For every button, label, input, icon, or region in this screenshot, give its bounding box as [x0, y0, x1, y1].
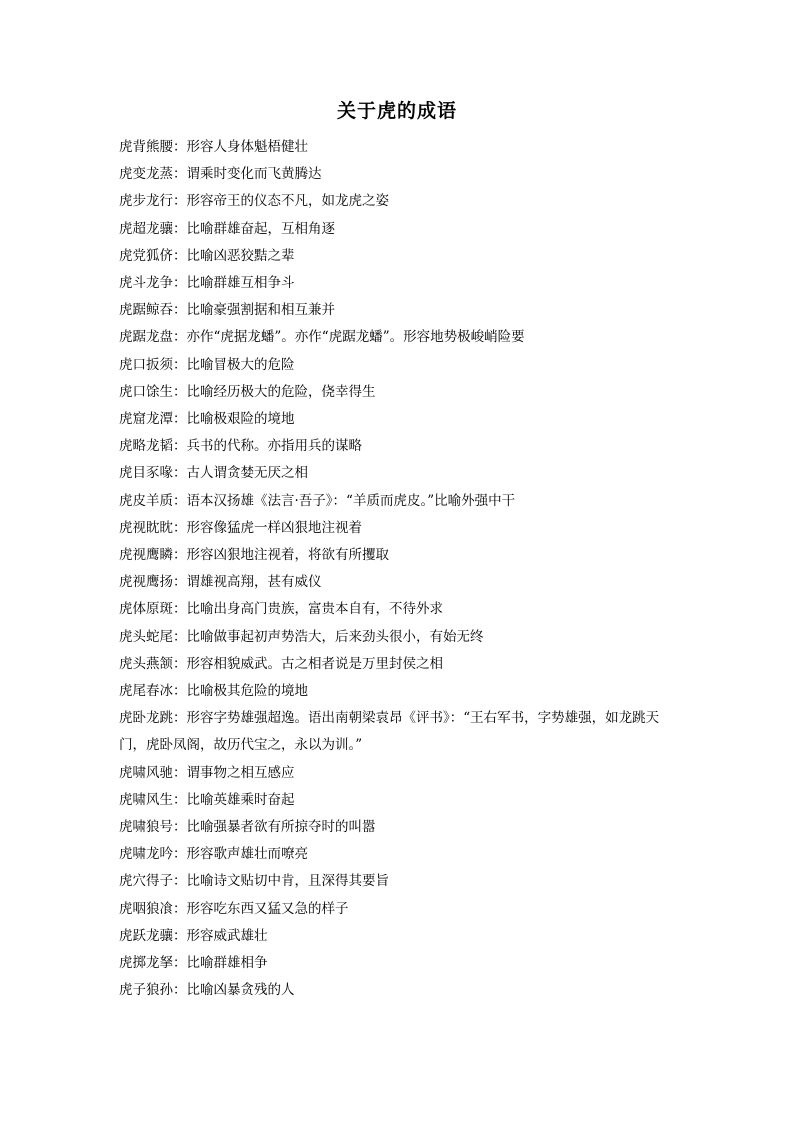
term-separator: ： — [173, 275, 187, 292]
idiom-term: 虎穴得子 — [119, 873, 173, 890]
idiom-entry — [119, 515, 679, 542]
idiom-term: 虎口馀生 — [119, 383, 173, 400]
idiom-term: 虎皮羊质 — [119, 492, 173, 509]
idiom-term: 虎啸风驰 — [119, 764, 173, 781]
idiom-entry — [119, 678, 679, 705]
idiom-term: 虎子狼孙 — [119, 982, 173, 999]
idiom-entry — [119, 352, 679, 379]
term-separator: ： — [173, 900, 187, 917]
idiom-definition: 形容威武雄壮 — [186, 927, 268, 944]
idiom-entry — [119, 624, 679, 651]
idiom-term: 虎啸狼号 — [119, 819, 173, 836]
idiom-definition: 兵书的代称。亦指用兵的谋略 — [186, 438, 362, 455]
idiom-term: 虎体原斑 — [119, 601, 173, 618]
term-separator: ： — [173, 383, 187, 400]
idiom-term: 虎背熊腰 — [119, 139, 173, 155]
idiom-definition: 形容歌声雄壮而嘹亮 — [186, 846, 308, 863]
term-separator: ： — [173, 465, 187, 482]
idiom-term: 虎斗龙争 — [119, 275, 173, 292]
idiom-definition: 比喻凶暴贪残的人 — [186, 982, 295, 999]
idiom-term: 虎咽狼飡 — [119, 900, 173, 917]
term-separator: ： — [173, 519, 187, 536]
idiom-term: 虎略龙韬 — [119, 438, 173, 455]
term-separator: ： — [173, 846, 187, 863]
idiom-term: 虎掷龙拏 — [119, 955, 173, 972]
idiom-entry — [119, 134, 679, 161]
idiom-term: 虎踞龙盘 — [119, 329, 173, 346]
term-separator: ： — [173, 982, 187, 999]
term-separator: ： — [173, 574, 187, 591]
term-separator: ： — [173, 302, 187, 319]
idiom-term: 虎变龙蒸 — [119, 166, 173, 183]
idiom-entry — [119, 379, 679, 406]
idiom-definition: 形容相貌威武。古之相者说是万里封侯之相 — [186, 655, 443, 672]
idiom-entry — [119, 188, 679, 215]
idiom-term: 虎尾春冰 — [119, 683, 173, 700]
term-separator: ： — [173, 873, 187, 890]
idiom-entry — [119, 243, 679, 270]
idiom-term: 虎头蛇尾 — [119, 628, 173, 645]
idiom-definition: 比喻极艰险的境地 — [186, 411, 295, 428]
idiom-definition: 比喻群雄互相争斗 — [186, 275, 295, 292]
idiom-term: 虎超龙骧 — [119, 220, 173, 237]
idiom-definition: 比喻英雄乘时奋起 — [186, 791, 295, 808]
term-separator: ： — [173, 193, 187, 210]
term-separator: ： — [173, 655, 187, 672]
idiom-term: 虎视眈眈 — [119, 519, 173, 536]
idiom-entry — [119, 651, 679, 678]
idiom-entry — [119, 868, 679, 895]
idiom-entry — [119, 705, 679, 759]
idiom-definition: 形容人身体魁梧健壮 — [186, 139, 308, 155]
term-separator: ： — [173, 356, 187, 373]
idiom-definition: 比喻极其危险的境地 — [186, 683, 308, 700]
idiom-definition: 比喻做事起初声势浩大，后来劲头很小，有始无终 — [186, 628, 484, 645]
term-separator: ： — [173, 438, 187, 455]
idiom-definition: 比喻强暴者欲有所掠夺时的叫嚣 — [186, 819, 376, 836]
term-separator: ： — [173, 492, 187, 509]
idiom-term: 虎步龙行 — [119, 193, 173, 210]
term-separator: ： — [173, 329, 187, 346]
idiom-entry — [119, 977, 679, 1004]
term-separator: ： — [173, 247, 187, 264]
idiom-term: 虎啸龙吟 — [119, 846, 173, 863]
idiom-entry — [119, 460, 679, 487]
idiom-term: 虎头燕颔 — [119, 655, 173, 672]
term-separator: ： — [173, 710, 187, 727]
term-separator: ： — [173, 791, 187, 808]
idiom-definition: 比喻经历极大的危险，侥幸得生 — [186, 383, 376, 400]
idiom-definition: 形容帝王的仪态不凡，如龙虎之姿 — [186, 193, 389, 210]
idiom-term: 虎视鹰瞵 — [119, 547, 173, 564]
idiom-entry — [119, 787, 679, 814]
idiom-entry — [119, 841, 679, 868]
idiom-entry — [119, 270, 679, 297]
idiom-entry — [119, 433, 679, 460]
idiom-term: 虎视鹰扬 — [119, 574, 173, 591]
term-separator: ： — [173, 628, 187, 645]
idiom-entry — [119, 950, 679, 977]
idiom-definition: 谓乘时变化而飞黄腾达 — [186, 166, 322, 183]
term-separator: ： — [173, 601, 187, 618]
idiom-term: 虎党狐侪 — [119, 247, 173, 264]
idiom-definition: 比喻诗文贴切中肯，且深得其要旨 — [186, 873, 389, 890]
idiom-entry — [119, 161, 679, 188]
idiom-term: 虎窟龙潭 — [119, 411, 173, 428]
term-separator: ： — [173, 547, 187, 564]
idiom-entry — [119, 216, 679, 243]
term-separator: ： — [173, 819, 187, 836]
idiom-term: 虎啸风生 — [119, 791, 173, 808]
idiom-definition: 比喻群雄奋起，互相角逐 — [186, 220, 335, 237]
idiom-entry — [119, 406, 679, 433]
idiom-term: 虎踞鲸吞 — [119, 302, 173, 319]
term-separator: ： — [173, 764, 187, 781]
idiom-entry — [119, 542, 679, 569]
idiom-definition: 形容吃东西又猛又急的样子 — [186, 900, 349, 917]
term-separator: ： — [173, 220, 187, 237]
idiom-definition: 比喻出身高门贵族，富贵本自有，不待外求 — [186, 601, 443, 618]
idiom-definition: 谓事物之相互感应 — [186, 764, 295, 781]
idiom-entry — [119, 896, 679, 923]
idiom-entry — [119, 596, 679, 623]
term-separator: ： — [173, 139, 187, 155]
term-separator: ： — [173, 683, 187, 700]
idiom-definition: 谓雄视高翔，甚有威仪 — [186, 574, 322, 591]
idiom-definition: 比喻凶恶狡黠之辈 — [186, 247, 295, 264]
term-separator: ： — [173, 411, 187, 428]
idiom-definition: 比喻群雄相争 — [186, 955, 268, 972]
idiom-term: 虎卧龙跳 — [119, 710, 173, 727]
idiom-term: 虎跃龙骧 — [119, 927, 173, 944]
term-separator: ： — [173, 955, 187, 972]
idiom-definition: 语本汉扬雄《法言·吾子》：“羊质而虎皮。”比喻外强中干 — [186, 492, 516, 509]
term-separator: ： — [173, 166, 187, 183]
idiom-term: 虎口扳须 — [119, 356, 173, 373]
idiom-entry — [119, 814, 679, 841]
idiom-entry — [119, 324, 679, 351]
page-title: 关于虎的成语 — [336, 100, 457, 122]
idiom-definition: 形容像猛虎一样凶狠地注视着 — [186, 519, 362, 536]
idiom-definition: 比喻豪强割据和相互兼并 — [186, 302, 335, 319]
idiom-definition: 比喻冒极大的危险 — [186, 356, 295, 373]
idiom-definition: 古人谓贪婪无厌之相 — [186, 465, 308, 482]
idiom-definition: 形容字势雄强超逸。语出南朝梁袁昂《评书》：“王右军书，字势雄强，如龙跳天门，虎卧凤阁，故历代宝之，永以为训。” — [119, 710, 660, 754]
idiom-entry — [119, 297, 679, 324]
idiom-definition: 亦作“虎据龙蟠”。亦作“虎踞龙蟠”。形容地势极峻峭险要 — [186, 329, 525, 346]
idiom-entry — [119, 488, 679, 515]
idiom-entry — [119, 569, 679, 596]
idiom-entry — [119, 923, 679, 950]
idiom-term: 虎目豕喙 — [119, 465, 173, 482]
idiom-entry — [119, 760, 679, 787]
idiom-definition: 形容凶狠地注视着，将欲有所攫取 — [186, 547, 389, 564]
idiom-list — [119, 134, 679, 1005]
term-separator: ： — [173, 927, 187, 944]
